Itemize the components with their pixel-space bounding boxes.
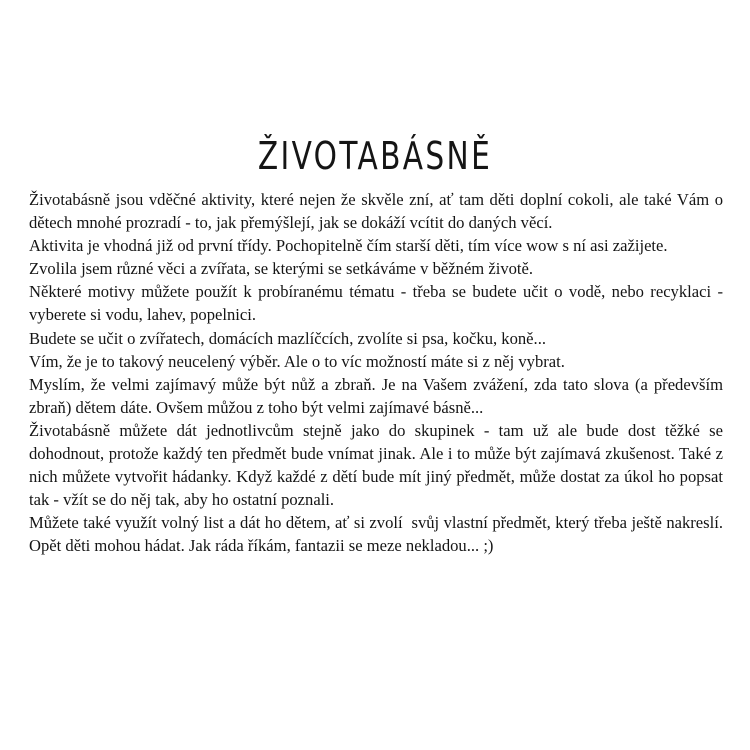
page-title: ŽIVOTABÁSNĚ bbox=[257, 134, 493, 178]
paragraph: Vím, že je to takový neucelený výběr. Ale o to víc možností máte si z něj vybrat. bbox=[29, 351, 565, 371]
paragraph: Myslím, že velmi zajímavý může být nůž a zbraň. Je na Vašem zvážení, zda tato slova (a především zbraň) dětem dáte. Ovšem můžou z toho být velmi zajímavé básně... bbox=[29, 374, 728, 417]
paragraph: Životabásně jsou vděčné aktivity, které nejen že skvěle zní, ať tam děti doplní cokoli, ale také Vám o dětech mnohé prozradí - to, jak přemýšlejí, jak se dokáží vcítit do daných věcí. bbox=[29, 190, 728, 233]
paragraph: Některé motivy můžete použít k probíranému tématu - třeba se budete učit o vodě, nebo recyklaci - vyberete si vodu, lahev, popelnici. bbox=[29, 282, 728, 325]
paragraph: Můžete také využít volný list a dát ho dětem, ať si zvolí svůj vlastní předmět, který třeba ještě nakreslí. Opět děti mohou hádat. Jak ráda říkám, fantazii se meze nekladou... ;) bbox=[29, 513, 728, 556]
document-body bbox=[29, 188, 728, 558]
paragraph: Aktivita je vhodná již od první třídy. Pochopitelně čím starší děti, tím více wow s ní asi zažijete. bbox=[29, 236, 668, 256]
paragraph: Životabásně můžete dát jednotlivcům stejně jako do skupinek - tam už ale bude dost těžké se dohodnout, protože každý ten předmět bude vnímat jinak. Ale i to může být zajímavá zkušenost. Také z nich můžete vytvořit hádanky. Když každé z dětí bude mít jiný předmět, může dostat za úkol ho popsat tak - vžít se do něj tak, aby ho ostatní poznali. bbox=[29, 420, 728, 510]
paragraph: Zvolila jsem různé věci a zvířata, se kterými se setkáváme v běžném životě. bbox=[29, 259, 534, 279]
paragraph: Budete se učit o zvířatech, domácích mazlíčcích, zvolíte si psa, kočku, koně... bbox=[29, 328, 546, 348]
